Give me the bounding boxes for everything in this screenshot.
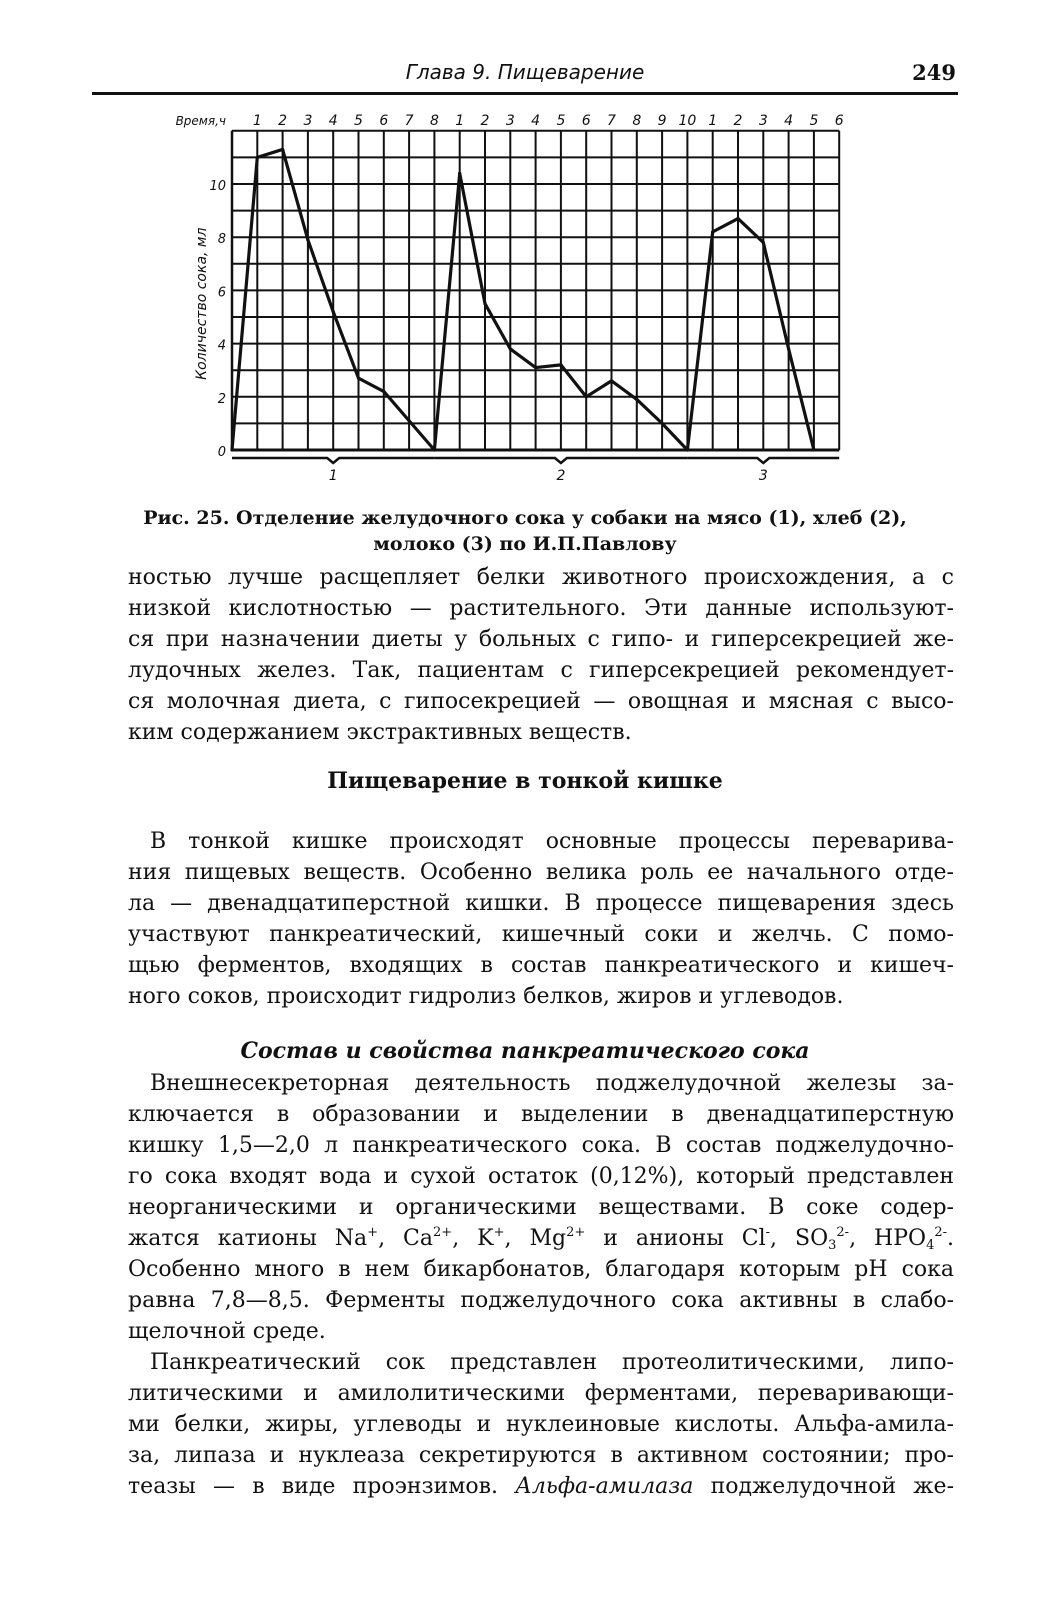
data-point [635, 398, 638, 401]
x-tick-label: 1 [708, 112, 718, 129]
data-point [509, 347, 512, 350]
text-line: ла — двенадцатиперстной кишки. В процессе пищеварения здесь [128, 891, 954, 916]
text-line: ния пищевых веществ. Особенно велика роль ее начального отде- [128, 860, 954, 885]
data-point [281, 148, 284, 151]
subsection-title: Состав и свойства панкреатического сока [240, 1038, 810, 1064]
x-tick-label: 7 [404, 112, 414, 129]
x-tick-label: 2 [733, 112, 743, 129]
data-point [711, 230, 714, 233]
data-point [433, 448, 436, 451]
x-tick-label: 3 [505, 112, 515, 129]
data-point [357, 377, 360, 380]
x-tick-label: 5 [354, 112, 363, 129]
text-line: литическими и амилолитическими ферментами, переваривающи- [128, 1381, 954, 1406]
text-line: щью ферментов, входящих в состав панкреатического и кишеч- [128, 953, 954, 978]
y-tick-label: 4 [217, 338, 226, 354]
group-bracket [687, 458, 839, 463]
ions-line: жатся катионы Na+, $Ca^{2+}$, K+, $Mg^{2+}$ и анионы Cl-, $SO_3^{2-}$, $HPO_4^{2-}$. [128, 1225, 955, 1253]
figure-caption [92, 505, 958, 557]
y-tick-label: 6 [217, 285, 226, 301]
text-line: кишку 1,5—2,0 л панкреатического сока. В состав поджелудочно- [128, 1133, 954, 1158]
header-rule [92, 92, 958, 95]
x-tick-label: 4 [784, 112, 794, 129]
x-tick-label: 6 [834, 112, 844, 129]
paragraph-4 [128, 1347, 954, 1502]
data-point [610, 379, 613, 382]
data-point [230, 448, 233, 451]
text-line: участвуют панкреатический, кишечный соки и желчь. С помо- [128, 922, 954, 947]
caption-line-2: молоко (3) по И.П.Павлову [373, 533, 677, 555]
x-tick-label: 3 [303, 112, 313, 129]
y-tick-label: 0 [217, 445, 226, 460]
text-line: щелочной среде. [128, 1319, 326, 1344]
data-point [787, 347, 790, 350]
x-tick-label: 5 [556, 112, 566, 129]
text-line: ми белки, жиры, углеводы и нуклеиновые кислоты. Альфа-амила- [128, 1412, 954, 1437]
paragraph-1 [128, 562, 954, 748]
figure-chart [170, 112, 860, 500]
text-line: ся при назначении диеты у больных с гипо- и гиперсекрецией же- [128, 627, 954, 652]
x-tick-label: 6 [581, 112, 591, 129]
x-tick-label: 1 [252, 112, 262, 129]
text-line: В тонкой кишке происходят основные процессы переварива- [150, 829, 954, 854]
data-point [332, 310, 335, 313]
y-axis-title: Количество сока, мл [194, 227, 210, 380]
data-point [256, 156, 259, 159]
x-tick-label: 5 [809, 112, 819, 129]
series-line [687, 219, 814, 450]
data-point [661, 422, 664, 425]
text-line: за, липаза и нуклеаза секретируются в активном состоянии; про- [128, 1443, 954, 1468]
x-tick-label: 2 [278, 112, 288, 129]
text-line: низкой кислотностью — растительного. Эти данные используют- [128, 596, 954, 621]
x-tick-label: 8 [632, 112, 642, 129]
y-tick-label: 10 [209, 179, 226, 194]
x-tick-label: 2 [480, 112, 490, 129]
paragraph-3 [128, 1068, 954, 1347]
data-point [762, 241, 765, 244]
x-tick-label: 4 [328, 112, 338, 129]
group-label: 3 [758, 468, 768, 484]
page-number: 249 [912, 60, 956, 85]
section-title: Пищеварение в тонкой кишке [327, 768, 723, 794]
x-tick-label: 9 [657, 112, 667, 129]
x-tick-label: 4 [531, 112, 541, 129]
data-point [408, 419, 411, 422]
data-point [812, 448, 815, 451]
chapter-title: Глава 9. Пищеварение [405, 60, 645, 84]
data-point [458, 172, 461, 175]
text-line: го сока входят вода и сухой остаток (0,12%), который представлен [128, 1164, 954, 1189]
group-bracket [434, 458, 687, 463]
running-header [92, 58, 958, 96]
group-label: 2 [556, 468, 566, 484]
text-line: ким содержанием экстрактивных веществ. [128, 720, 632, 745]
y-tick-label: 8 [217, 232, 226, 248]
text-line: лудочных желез. Так, пациентам с гиперсекрецией рекомендует- [128, 658, 954, 683]
group-label: 1 [328, 468, 338, 484]
time-axis-title: Время,ч [175, 113, 226, 128]
text-line: ключается в образовании и выделении в двенадцатиперстную [128, 1102, 954, 1127]
data-point [483, 302, 486, 305]
text-line: равна 7,8—8,5. Ферменты поджелудочного сока активны в слабо- [128, 1288, 954, 1313]
data-point [585, 395, 588, 398]
text-line: ся молочная диета, с гипосекрецией — овощная и мясная с высо- [128, 689, 954, 714]
group-bracket [232, 458, 434, 463]
data-point [686, 448, 689, 451]
text-line: Особенно много в нем бикарбонатов, благодаря которым pH сока [128, 1257, 954, 1282]
text-line: Панкреатический сок представлен протеолитическими, липо- [150, 1350, 954, 1375]
emphasis-term: Альфа-амилаза [515, 1474, 694, 1499]
data-point [736, 217, 739, 220]
data-point [559, 363, 562, 366]
data-point [306, 238, 309, 241]
data-point [534, 366, 537, 369]
text-line: неорганическими и органическими веществами. В соке содер- [128, 1195, 954, 1220]
x-tick-label: 3 [758, 112, 768, 129]
x-tick-label: 8 [429, 112, 439, 129]
caption-line-1: Рис. 25. Отделение желудочного сока у собаки на мясо (1), хлеб (2), [143, 507, 907, 529]
text-line: ностью лучше расщепляет белки животного происхождения, а с [128, 565, 954, 590]
x-tick-label: 7 [607, 112, 616, 129]
data-point [382, 390, 385, 393]
text-line: теазы — в виде проэнзимов. Альфа-амилаза поджелудочной же- [128, 1474, 955, 1499]
x-tick-label: 6 [379, 112, 389, 129]
text-line: Внешнесекреторная деятельность поджелудочной железы за- [150, 1071, 954, 1096]
text-line: ного соков, происходит гидролиз белков, жиров и углеводов. [128, 984, 844, 1009]
x-tick-label: 1 [455, 112, 465, 129]
y-tick-label: 2 [217, 391, 226, 407]
paragraph-2 [128, 826, 954, 1012]
x-tick-label: 10 [678, 112, 697, 129]
